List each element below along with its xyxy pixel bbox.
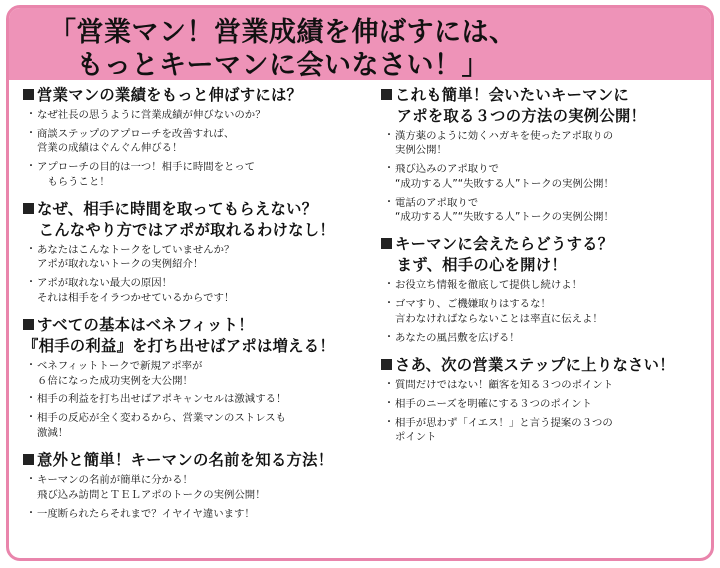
section-heading [23,85,373,106]
list-item [381,378,711,392]
section [23,450,373,521]
list-item-text: 質問だけではない！顧客を知る３つのポイント [395,379,614,392]
section-heading-text: これも簡単！会いたいキーマンに アポを取る３つの方法の実例公開！ [395,86,647,125]
bullet-dot-icon: ・ [26,277,36,289]
bullet-dot-icon: ・ [384,196,394,208]
section [23,199,373,305]
bullet-dot-icon: ・ [384,331,394,343]
list-item-text: 漢方薬のように効くハガキを使ったアポ取りの 実例公開！ [395,130,614,157]
list-item-text: 相手の反応が全く変わるから、営業マンのストレスも 激減！ [37,412,287,439]
section-heading-text: キーマンに会えたらどうする？ まず、相手の心を開け！ [395,235,614,275]
flyer-frame [6,5,714,561]
list-item [23,392,373,406]
page-title: 「営業マン！営業成績を伸ばすには、 もっとキーマンに会いなさい！」 [49,17,517,81]
square-bullet-icon [23,454,34,465]
right-column [381,85,711,455]
list-item [381,162,711,191]
bullet-dot-icon: ・ [384,279,394,291]
section-heading [23,450,373,471]
list-item [23,473,373,502]
bullet-dot-icon: ・ [26,161,36,173]
square-bullet-icon [381,89,392,100]
bullet-dot-icon: ・ [26,109,36,120]
bullet-dot-icon: ・ [384,397,394,409]
bullet-dot-icon: ・ [384,163,394,175]
list-item-text: 飛び込みのアポ取りで “成功する人”“失敗する人”トークの実例公開！ [395,163,614,190]
list-item-text: なぜ社長の思うように営業成績が伸びないのか？ [37,109,266,121]
list-item-text: キーマンの名前が簡単に分かる！ 飛び込み訪問とＴＥＬアポのトークの実例公開！ [37,474,266,501]
section-list [23,359,373,440]
list-item [381,278,711,292]
title-banner [9,8,711,80]
list-item-text: 商談ステップのアプローチを改善すれば、 営業の成績はぐんぐん伸びる！ [37,127,235,155]
square-bullet-icon [23,319,34,330]
bullet-dot-icon: ・ [26,507,36,519]
section-list [23,243,373,305]
content-panel [15,85,705,552]
section-heading [23,315,373,357]
section-heading [381,355,711,376]
bullet-dot-icon: ・ [384,130,394,141]
list-item-text: 相手の利益を打ち出せばアポキャンセルは激減する！ [37,393,287,406]
bullet-dot-icon: ・ [384,379,394,391]
section-list [381,278,711,345]
section-heading-text: さあ、次の営業ステップに上りなさい！ [395,356,675,375]
list-item-text: ゴマすり、ご機嫌取りはするな！ 言わなければならないことは率直に伝えよ！ [395,298,603,325]
square-bullet-icon [23,89,34,100]
bullet-dot-icon: ・ [26,127,36,139]
list-item [381,331,711,345]
list-item [23,359,373,388]
list-item [23,243,373,272]
list-item [381,129,711,158]
section [381,234,711,345]
list-item [381,196,711,225]
section-heading-text: 営業マンの業績をもっと伸ばすには？ [37,86,303,104]
section-list [23,473,373,521]
bullet-dot-icon: ・ [384,416,394,428]
list-item [23,160,373,189]
list-item [23,411,373,440]
list-item [23,127,373,156]
list-item-text: 相手のニーズを明確にする３つのポイント [395,397,592,410]
list-item-text: あなたの風呂敷を広げる！ [395,331,520,344]
list-item-text: アプローチの目的は一つ！相手に時間をとって もらうこと！ [37,161,255,188]
section-list [381,378,711,445]
bullet-dot-icon: ・ [26,412,36,424]
section-heading-text: 意外と簡単！キーマンの名前を知る方法！ [37,451,334,470]
square-bullet-icon [381,238,392,249]
list-item [381,397,711,411]
list-item [381,416,711,445]
bullet-dot-icon: ・ [26,474,36,486]
section [381,355,711,445]
left-column [23,85,373,531]
list-item [23,276,373,305]
list-item-text: 電話のアポ取りで “成功する人”“失敗する人”トークの実例公開！ [395,196,614,224]
section-heading-text: なぜ、相手に時間を取ってもらえない？ こんなやり方ではアポが取れるわけなし！ [37,200,335,240]
list-item-text: 相手が思わず「イエス！」と言う提案の３つの ポイント [395,416,613,444]
section [381,85,711,224]
list-item [23,108,373,122]
section-list [381,129,711,224]
list-item-text: アポが取れない最大の原因！ それは相手をイラつかせているからです！ [37,277,235,304]
bullet-dot-icon: ・ [384,298,394,310]
section [23,85,373,189]
square-bullet-icon [381,359,392,370]
section [23,315,373,440]
section-heading-text: すべての基本はベネフィット！ 『相手の利益』を打ち出せばアポは増える！ [23,316,335,356]
list-item-text: 一度断られたらそれまで？イヤイヤ違います！ [37,507,255,520]
bullet-dot-icon: ・ [26,244,36,256]
section-heading [381,85,711,127]
section-heading [23,199,373,241]
list-item [23,507,373,521]
bullet-dot-icon: ・ [26,360,36,372]
list-item-text: あなたはこんなトークをしていませんか？ アポが取れないトークの実例紹介！ [37,244,235,271]
list-item [381,297,711,326]
section-heading [381,234,711,276]
square-bullet-icon [23,203,34,214]
section-list [23,108,373,189]
bullet-dot-icon: ・ [26,393,36,405]
list-item-text: お役立ち情報を徹底して提供し続けよ！ [395,279,583,292]
list-item-text: ベネフィットトークで新規アポ率が ６倍になった成功実例を大公開！ [37,360,203,387]
